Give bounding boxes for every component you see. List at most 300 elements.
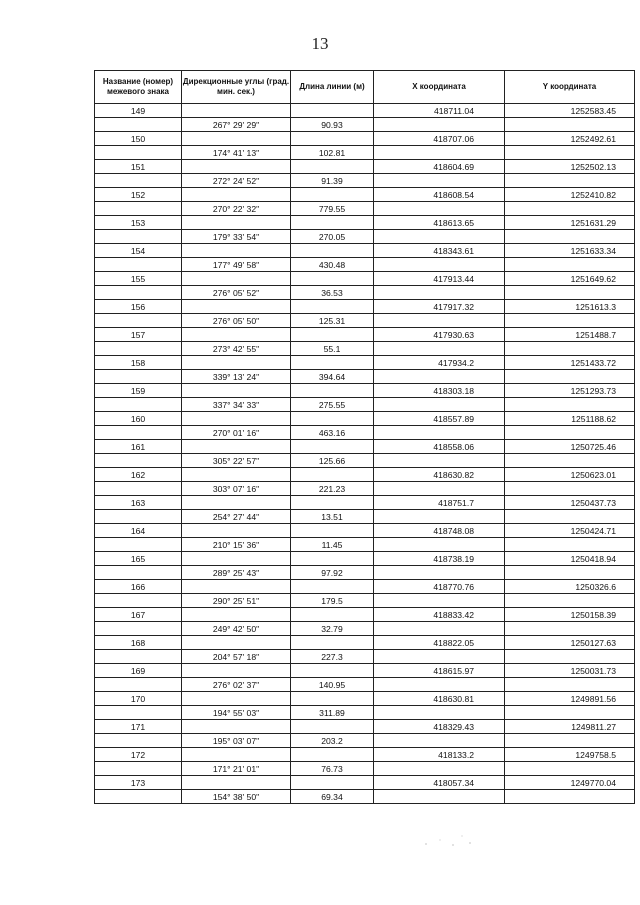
line-length: 140.95 xyxy=(291,678,374,692)
line-length: 91.39 xyxy=(291,174,374,188)
y-coordinate: 1251433.72 xyxy=(505,356,635,370)
table-row-point xyxy=(95,524,635,538)
line-length: 102.81 xyxy=(291,146,374,160)
y-coordinate: 1249811.27 xyxy=(505,720,635,734)
table-row-segment xyxy=(95,734,635,748)
empty-cell xyxy=(95,174,182,188)
empty-cell xyxy=(505,426,635,440)
direction-angle: 273° 42' 55" xyxy=(182,342,291,356)
empty-cell xyxy=(505,342,635,356)
line-length: 227.3 xyxy=(291,650,374,664)
empty-cell xyxy=(374,510,505,524)
x-coordinate: 418057.34 xyxy=(374,776,505,790)
y-coordinate: 1252492.61 xyxy=(505,132,635,146)
empty-cell xyxy=(291,552,374,566)
empty-cell xyxy=(374,426,505,440)
table-row-segment xyxy=(95,202,635,216)
x-coordinate: 418303.18 xyxy=(374,384,505,398)
y-coordinate: 1249770.04 xyxy=(505,776,635,790)
y-coordinate: 1250326.6 xyxy=(505,580,635,594)
empty-cell xyxy=(505,314,635,328)
table-header-row xyxy=(95,71,635,104)
empty-cell xyxy=(291,412,374,426)
y-coordinate: 1250725.46 xyxy=(505,440,635,454)
y-coordinate: 1251631.29 xyxy=(505,216,635,230)
point-name: 153 xyxy=(95,216,182,230)
x-coordinate: 418770.76 xyxy=(374,580,505,594)
direction-angle: 289° 25' 43" xyxy=(182,566,291,580)
table-row-segment xyxy=(95,762,635,776)
table-row-point xyxy=(95,272,635,286)
table-row-segment xyxy=(95,678,635,692)
point-name: 170 xyxy=(95,692,182,706)
empty-cell xyxy=(505,510,635,524)
empty-cell xyxy=(95,734,182,748)
empty-cell xyxy=(374,790,505,804)
line-length: 430.48 xyxy=(291,258,374,272)
header-x-coordinate: X координата xyxy=(374,71,505,104)
table-row-segment xyxy=(95,650,635,664)
point-name: 158 xyxy=(95,356,182,370)
empty-cell xyxy=(182,608,291,622)
table-row-segment xyxy=(95,510,635,524)
point-name: 154 xyxy=(95,244,182,258)
empty-cell xyxy=(182,692,291,706)
empty-cell xyxy=(95,622,182,636)
y-coordinate: 1250031.73 xyxy=(505,664,635,678)
empty-cell xyxy=(182,188,291,202)
empty-cell xyxy=(182,748,291,762)
empty-cell xyxy=(182,356,291,370)
table-row-point xyxy=(95,412,635,426)
x-coordinate: 418604.69 xyxy=(374,160,505,174)
header-direction-angle: Дирекционные углы (град. мин. сек.) xyxy=(182,71,291,104)
empty-cell xyxy=(95,790,182,804)
empty-cell xyxy=(95,230,182,244)
empty-cell xyxy=(505,454,635,468)
table-row-point xyxy=(95,580,635,594)
table-row-segment xyxy=(95,118,635,132)
empty-cell xyxy=(291,132,374,146)
table-row-point xyxy=(95,552,635,566)
empty-cell xyxy=(95,342,182,356)
empty-cell xyxy=(182,440,291,454)
empty-cell xyxy=(374,538,505,552)
empty-cell xyxy=(95,370,182,384)
empty-cell xyxy=(505,622,635,636)
y-coordinate: 1251293.73 xyxy=(505,384,635,398)
empty-cell xyxy=(505,286,635,300)
empty-cell xyxy=(95,510,182,524)
table-row-point xyxy=(95,636,635,650)
y-coordinate: 1250418.94 xyxy=(505,552,635,566)
y-coordinate: 1249758.5 xyxy=(505,748,635,762)
empty-cell xyxy=(95,426,182,440)
point-name: 149 xyxy=(95,104,182,118)
y-coordinate: 1251649.62 xyxy=(505,272,635,286)
table-row-point xyxy=(95,692,635,706)
empty-cell xyxy=(182,384,291,398)
point-name: 167 xyxy=(95,608,182,622)
x-coordinate: 417934.2 xyxy=(374,356,505,370)
table-row-segment xyxy=(95,790,635,804)
empty-cell xyxy=(505,678,635,692)
x-coordinate: 418751.7 xyxy=(374,496,505,510)
empty-cell xyxy=(182,580,291,594)
empty-cell xyxy=(505,174,635,188)
line-length: 90.93 xyxy=(291,118,374,132)
line-length: 779.55 xyxy=(291,202,374,216)
direction-angle: 254° 27' 44" xyxy=(182,510,291,524)
empty-cell xyxy=(374,370,505,384)
empty-cell xyxy=(182,328,291,342)
table-row-point xyxy=(95,216,635,230)
empty-cell xyxy=(95,538,182,552)
direction-angle: 276° 05' 50" xyxy=(182,314,291,328)
direction-angle: 337° 34' 33" xyxy=(182,398,291,412)
empty-cell xyxy=(95,202,182,216)
line-length: 275.55 xyxy=(291,398,374,412)
empty-cell xyxy=(374,706,505,720)
point-name: 152 xyxy=(95,188,182,202)
point-name: 165 xyxy=(95,552,182,566)
empty-cell xyxy=(95,650,182,664)
coordinates-table xyxy=(94,70,635,804)
empty-cell xyxy=(182,524,291,538)
line-length: 11.45 xyxy=(291,538,374,552)
x-coordinate: 417913.44 xyxy=(374,272,505,286)
line-length: 55.1 xyxy=(291,342,374,356)
empty-cell xyxy=(182,160,291,174)
empty-cell xyxy=(374,482,505,496)
empty-cell xyxy=(182,104,291,118)
empty-cell xyxy=(505,706,635,720)
empty-cell xyxy=(95,398,182,412)
empty-cell xyxy=(374,342,505,356)
x-coordinate: 418133.2 xyxy=(374,748,505,762)
table-row-segment xyxy=(95,706,635,720)
table-row-point xyxy=(95,776,635,790)
table-row-point xyxy=(95,132,635,146)
empty-cell xyxy=(291,160,374,174)
empty-cell xyxy=(374,622,505,636)
empty-cell xyxy=(95,482,182,496)
x-coordinate: 418738.19 xyxy=(374,552,505,566)
y-coordinate: 1252502.13 xyxy=(505,160,635,174)
empty-cell xyxy=(374,258,505,272)
empty-cell xyxy=(505,146,635,160)
empty-cell xyxy=(291,104,374,118)
line-length: 32.79 xyxy=(291,622,374,636)
empty-cell xyxy=(505,370,635,384)
empty-cell xyxy=(95,678,182,692)
empty-cell xyxy=(374,146,505,160)
x-coordinate: 418711.04 xyxy=(374,104,505,118)
point-name: 162 xyxy=(95,468,182,482)
point-name: 156 xyxy=(95,300,182,314)
point-name: 173 xyxy=(95,776,182,790)
header-line-length: Длина линии (м) xyxy=(291,71,374,104)
y-coordinate: 1251613.3 xyxy=(505,300,635,314)
x-coordinate: 418707.06 xyxy=(374,132,505,146)
empty-cell xyxy=(291,440,374,454)
empty-cell xyxy=(505,202,635,216)
direction-angle: 267° 29' 29" xyxy=(182,118,291,132)
empty-cell xyxy=(374,202,505,216)
empty-cell xyxy=(291,748,374,762)
table-row-segment xyxy=(95,538,635,552)
direction-angle: 290° 25' 51" xyxy=(182,594,291,608)
point-name: 163 xyxy=(95,496,182,510)
table-row-point xyxy=(95,720,635,734)
empty-cell xyxy=(291,300,374,314)
point-name: 164 xyxy=(95,524,182,538)
line-length: 221.23 xyxy=(291,482,374,496)
x-coordinate: 418613.65 xyxy=(374,216,505,230)
point-name: 161 xyxy=(95,440,182,454)
table-row-segment xyxy=(95,398,635,412)
empty-cell xyxy=(505,398,635,412)
y-coordinate: 1251188.62 xyxy=(505,412,635,426)
table-row-segment xyxy=(95,258,635,272)
point-name: 169 xyxy=(95,664,182,678)
empty-cell xyxy=(95,118,182,132)
empty-cell xyxy=(374,650,505,664)
scan-noise-marks xyxy=(418,830,478,850)
direction-angle: 179° 33' 54" xyxy=(182,230,291,244)
empty-cell xyxy=(505,118,635,132)
point-name: 172 xyxy=(95,748,182,762)
x-coordinate: 418608.54 xyxy=(374,188,505,202)
direction-angle: 305° 22' 57" xyxy=(182,454,291,468)
direction-angle: 174° 41' 13" xyxy=(182,146,291,160)
table-row-segment xyxy=(95,566,635,580)
table-row-point xyxy=(95,496,635,510)
line-length: 36.53 xyxy=(291,286,374,300)
empty-cell xyxy=(182,720,291,734)
empty-cell xyxy=(291,496,374,510)
point-name: 168 xyxy=(95,636,182,650)
direction-angle: 270° 01' 16" xyxy=(182,426,291,440)
line-length: 394.64 xyxy=(291,370,374,384)
direction-angle: 177° 49' 58" xyxy=(182,258,291,272)
table-row-point xyxy=(95,468,635,482)
empty-cell xyxy=(374,118,505,132)
y-coordinate: 1250127.63 xyxy=(505,636,635,650)
x-coordinate: 417930.63 xyxy=(374,328,505,342)
empty-cell xyxy=(374,454,505,468)
empty-cell xyxy=(291,356,374,370)
empty-cell xyxy=(505,566,635,580)
x-coordinate: 418630.81 xyxy=(374,692,505,706)
table-row-point xyxy=(95,384,635,398)
table-body xyxy=(95,104,635,804)
point-name: 150 xyxy=(95,132,182,146)
y-coordinate: 1250437.73 xyxy=(505,496,635,510)
table-row-point xyxy=(95,356,635,370)
empty-cell xyxy=(182,216,291,230)
point-name: 155 xyxy=(95,272,182,286)
table-row-point xyxy=(95,328,635,342)
empty-cell xyxy=(182,412,291,426)
table-row-segment xyxy=(95,454,635,468)
table-row-segment xyxy=(95,622,635,636)
table-row-point xyxy=(95,440,635,454)
line-length: 125.31 xyxy=(291,314,374,328)
line-length: 463.16 xyxy=(291,426,374,440)
x-coordinate: 418557.89 xyxy=(374,412,505,426)
empty-cell xyxy=(505,790,635,804)
x-coordinate: 418615.97 xyxy=(374,664,505,678)
table-row-point xyxy=(95,188,635,202)
empty-cell xyxy=(182,496,291,510)
x-coordinate: 418558.06 xyxy=(374,440,505,454)
empty-cell xyxy=(374,398,505,412)
direction-angle: 303° 07' 16" xyxy=(182,482,291,496)
y-coordinate: 1252583.45 xyxy=(505,104,635,118)
empty-cell xyxy=(374,286,505,300)
empty-cell xyxy=(182,776,291,790)
y-coordinate: 1251488.7 xyxy=(505,328,635,342)
table-row-point xyxy=(95,244,635,258)
table-row-segment xyxy=(95,482,635,496)
direction-angle: 171° 21' 01" xyxy=(182,762,291,776)
y-coordinate: 1249891.56 xyxy=(505,692,635,706)
empty-cell xyxy=(95,454,182,468)
direction-angle: 195° 03' 07" xyxy=(182,734,291,748)
line-length: 203.2 xyxy=(291,734,374,748)
direction-angle: 194° 55' 03" xyxy=(182,706,291,720)
empty-cell xyxy=(291,524,374,538)
y-coordinate: 1250424.71 xyxy=(505,524,635,538)
line-length: 13.51 xyxy=(291,510,374,524)
empty-cell xyxy=(182,468,291,482)
direction-angle: 270° 22' 32" xyxy=(182,202,291,216)
point-name: 157 xyxy=(95,328,182,342)
empty-cell xyxy=(374,174,505,188)
empty-cell xyxy=(374,734,505,748)
table-row-point xyxy=(95,664,635,678)
empty-cell xyxy=(291,328,374,342)
empty-cell xyxy=(182,300,291,314)
empty-cell xyxy=(95,706,182,720)
empty-cell xyxy=(95,314,182,328)
empty-cell xyxy=(95,286,182,300)
empty-cell xyxy=(291,216,374,230)
y-coordinate: 1251633.34 xyxy=(505,244,635,258)
empty-cell xyxy=(505,594,635,608)
empty-cell xyxy=(182,272,291,286)
point-name: 160 xyxy=(95,412,182,426)
table-row-segment xyxy=(95,370,635,384)
table-row-point xyxy=(95,160,635,174)
direction-angle: 154° 38' 50" xyxy=(182,790,291,804)
table-row-segment xyxy=(95,230,635,244)
x-coordinate: 418630.82 xyxy=(374,468,505,482)
empty-cell xyxy=(374,594,505,608)
empty-cell xyxy=(505,230,635,244)
empty-cell xyxy=(505,482,635,496)
table-row-segment xyxy=(95,286,635,300)
empty-cell xyxy=(291,468,374,482)
x-coordinate: 418343.61 xyxy=(374,244,505,258)
empty-cell xyxy=(291,636,374,650)
table-row-segment xyxy=(95,174,635,188)
x-coordinate: 418822.05 xyxy=(374,636,505,650)
header-y-coordinate: Y координата xyxy=(505,71,635,104)
point-name: 151 xyxy=(95,160,182,174)
empty-cell xyxy=(95,258,182,272)
line-length: 76.73 xyxy=(291,762,374,776)
x-coordinate: 418748.08 xyxy=(374,524,505,538)
line-length: 97.92 xyxy=(291,566,374,580)
empty-cell xyxy=(374,762,505,776)
empty-cell xyxy=(291,776,374,790)
empty-cell xyxy=(291,272,374,286)
line-length: 179.5 xyxy=(291,594,374,608)
line-length: 125.66 xyxy=(291,454,374,468)
empty-cell xyxy=(291,664,374,678)
point-name: 166 xyxy=(95,580,182,594)
empty-cell xyxy=(182,132,291,146)
empty-cell xyxy=(291,244,374,258)
empty-cell xyxy=(182,552,291,566)
table-row-point xyxy=(95,104,635,118)
empty-cell xyxy=(505,538,635,552)
table-row-segment xyxy=(95,314,635,328)
line-length: 270.05 xyxy=(291,230,374,244)
table-row-segment xyxy=(95,426,635,440)
empty-cell xyxy=(374,230,505,244)
empty-cell xyxy=(291,384,374,398)
empty-cell xyxy=(95,566,182,580)
x-coordinate: 418833.42 xyxy=(374,608,505,622)
empty-cell xyxy=(505,650,635,664)
x-coordinate: 417917.32 xyxy=(374,300,505,314)
direction-angle: 249° 42' 50" xyxy=(182,622,291,636)
empty-cell xyxy=(95,762,182,776)
empty-cell xyxy=(505,734,635,748)
empty-cell xyxy=(291,580,374,594)
point-name: 159 xyxy=(95,384,182,398)
y-coordinate: 1252410.82 xyxy=(505,188,635,202)
direction-angle: 276° 05' 52" xyxy=(182,286,291,300)
empty-cell xyxy=(374,566,505,580)
y-coordinate: 1250623.01 xyxy=(505,468,635,482)
header-point-name: Название (номер) межевого знака xyxy=(95,71,182,104)
direction-angle: 339° 13' 24" xyxy=(182,370,291,384)
table-row-segment xyxy=(95,594,635,608)
empty-cell xyxy=(374,314,505,328)
empty-cell xyxy=(182,664,291,678)
line-length: 69.34 xyxy=(291,790,374,804)
empty-cell xyxy=(95,146,182,160)
empty-cell xyxy=(182,244,291,258)
direction-angle: 204° 57' 18" xyxy=(182,650,291,664)
table-row-point xyxy=(95,300,635,314)
empty-cell xyxy=(505,762,635,776)
y-coordinate: 1250158.39 xyxy=(505,608,635,622)
direction-angle: 272° 24' 52" xyxy=(182,174,291,188)
table-row-point xyxy=(95,608,635,622)
empty-cell xyxy=(291,608,374,622)
direction-angle: 210° 15' 36" xyxy=(182,538,291,552)
empty-cell xyxy=(505,258,635,272)
empty-cell xyxy=(291,720,374,734)
table-row-segment xyxy=(95,342,635,356)
direction-angle: 276° 02' 37" xyxy=(182,678,291,692)
table-row-point xyxy=(95,748,635,762)
